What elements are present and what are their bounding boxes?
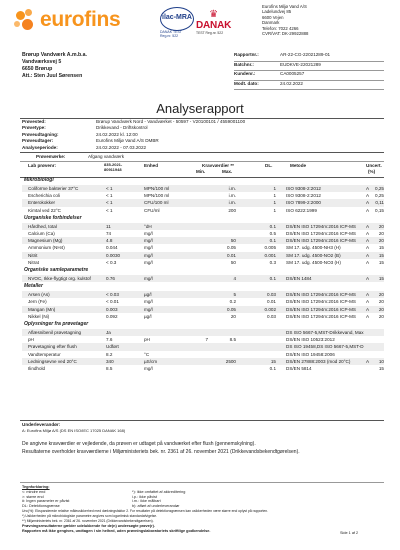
cell-dl: 0.005 xyxy=(264,245,276,251)
eurofins-logo-icon xyxy=(14,9,38,31)
cell-acc: A xyxy=(366,193,370,199)
section-title: Metaller xyxy=(24,283,43,290)
cell-dl: 1 xyxy=(273,207,276,213)
cell-result: Udført xyxy=(106,344,119,350)
cell-unc: 15 xyxy=(378,259,384,265)
cell-acc: A xyxy=(366,259,370,265)
cell-unit: µg/l xyxy=(144,292,152,298)
table-row xyxy=(22,358,384,365)
cell-result: < 1 xyxy=(106,207,113,213)
cell-unc: 15 xyxy=(378,366,384,371)
cell-acc: A xyxy=(366,186,370,191)
subcontractor-note: Underleverandør: A: Eurofins Miljø A/S (DS EN ISO/IEC 17025 DANAK 168) xyxy=(22,422,126,433)
cell-method: SM 17. udg. 4500-NO2 (B) xyxy=(286,252,341,258)
cell-name: Nitrat xyxy=(28,259,39,265)
cell-name: Kimtal ved 22°C xyxy=(28,207,61,213)
eurofins-logo-text: eurofins xyxy=(40,8,121,31)
cell-dl: 0.1 xyxy=(269,276,276,281)
table-row xyxy=(22,199,384,206)
cell-unit: mg/l xyxy=(144,276,153,281)
cell-unit: MPN/100 ml xyxy=(144,186,170,191)
table-row xyxy=(22,259,384,266)
cell-acc: A xyxy=(366,223,370,229)
cell-max: 8.5 xyxy=(229,337,236,343)
cell-name: Ammonium (NH4) xyxy=(28,245,65,251)
cell-dl: 0.1 xyxy=(269,366,276,371)
ilac-mra-logo: ilac-MRA DANAK TEST Reg.nr. 522 xyxy=(160,7,194,34)
cell-method: SM 17. udg. 4500-NO3 (H) xyxy=(286,259,341,265)
cell-dl: 0.1 xyxy=(269,238,276,244)
report-title: Analyserapport xyxy=(156,101,244,116)
cell-acc: A xyxy=(366,207,370,213)
table-row xyxy=(22,329,384,336)
cell-dl: 0.01 xyxy=(267,299,276,305)
cell-result: < 1 xyxy=(106,200,113,206)
cell-max: i.m. xyxy=(228,186,236,191)
cell-max: 0.01 xyxy=(227,252,236,258)
cell-dl: 0.03 xyxy=(267,313,276,319)
cell-max: 0.05 xyxy=(227,245,236,251)
table-row xyxy=(22,230,384,237)
legend-left: <: mindre end >: større end #: Ingen parameter er påvist DL: Detektionsgrænse xyxy=(22,489,70,509)
report-meta: Rapportnr.: AR-22-CG-22021289-01 Batchnr.: EUDKVE-22021289 Kundenr.: CA0005257 Modt. dato: 24.02.2022 xyxy=(234,52,384,90)
cell-unit: mg/l xyxy=(144,306,153,312)
cell-dl: 0.5 xyxy=(269,231,276,236)
cell-unc: 20 xyxy=(378,299,384,305)
table-row xyxy=(22,237,384,244)
cell-method: DS/EN 27888:2003 (mod 20°C) xyxy=(286,358,351,364)
cell-acc: A xyxy=(366,238,370,244)
cell-name: Arsen (As) xyxy=(28,292,50,298)
cell-acc: A xyxy=(366,313,370,319)
cell-name: Coliforme bakterier 37°C xyxy=(28,186,79,191)
cell-method: ISO 9308-2:2012 xyxy=(286,193,321,199)
cell-acc: A xyxy=(366,292,370,298)
cell-unc: 20 xyxy=(378,231,384,236)
cell-result: 8.5 xyxy=(106,366,113,371)
cell-method: DS/EN 5814 xyxy=(286,366,312,371)
cell-method: DS/EN ISO 17294m:2016 ICP-MS xyxy=(286,292,356,298)
cell-unit: mg/l xyxy=(144,366,153,371)
cell-result: 0.092 xyxy=(106,313,118,319)
cell-acc: A xyxy=(366,299,370,305)
cell-name: Mangan (Mn) xyxy=(28,306,56,312)
cell-unc: 0,11 xyxy=(375,200,384,206)
cell-dl: 1 xyxy=(273,200,276,206)
cell-name: Ledningsevne ved 20°C xyxy=(28,358,77,364)
cell-unit: MPN/100 ml xyxy=(144,193,170,199)
table-row xyxy=(22,336,384,343)
cell-method: ISO 9308-2:2012 xyxy=(286,186,321,191)
sample-info: Prøvested: Brørup Vandværk Nord - Vandværket - 50597 - V20100101 / 4559001100 Prøvetype: Drikkevand - Driftskontrol Prøveudtagning: 24.02.2022 kl. 12:00 Prøveudtager: Eurofins Miljø Vand A/S DMBR Analyseperiode: 24.02.2022 - 07.03.2022 xyxy=(22,119,246,150)
section-title: Organiske samleparametre xyxy=(24,267,89,273)
cell-method: DS/EN ISO 17294m:2016 ICP-MS xyxy=(286,299,356,305)
cell-unit: µg/l xyxy=(144,313,152,319)
cell-method: SM 17. udg. 4500-NH3 (H) xyxy=(286,245,341,251)
cell-name: Calcium (Ca) xyxy=(28,231,55,236)
results-table-header: Lab prøvenr: 835-2021- 80911948 Enhed Kravværdier ** Min. Max. DL. Metode Uncert. (%) xyxy=(28,162,382,174)
cell-unit: mg/l xyxy=(144,231,153,236)
cell-unc: 15 xyxy=(378,276,384,281)
table-row xyxy=(22,192,384,199)
cell-max: 5 xyxy=(233,292,236,298)
report-notes: De angivne kravværdier er vejledende, da prøven er udtaget på vandværket efter flush (gennemskylning). Resultaterne overholder kravværdierne i Miljøministeriets bek. nr. 2361 af 26. november 2021 (Drikkevandsbekendtgørelsen). xyxy=(22,441,300,455)
cell-dl: 0.3 xyxy=(269,259,276,265)
cell-method: ISO 7899-2:2000 xyxy=(286,200,321,206)
cell-acc: A xyxy=(366,245,370,251)
table-row xyxy=(22,275,384,282)
cell-max: 200 xyxy=(228,207,236,213)
cell-method: DS/EN 1484 xyxy=(286,276,312,281)
cell-method: DS/EN ISO 19458:2006 xyxy=(286,351,335,357)
table-row xyxy=(22,298,384,305)
cell-unc: 20 xyxy=(378,238,384,244)
section-title: Uorganiske forbindelser xyxy=(24,214,82,221)
eurofins-logo xyxy=(14,8,120,32)
section-title: Mikrobiologi xyxy=(24,177,54,183)
table-row xyxy=(22,252,384,259)
cell-unit: mg/l xyxy=(144,299,153,305)
cell-dl: 0.03 xyxy=(267,292,276,298)
table-row xyxy=(22,291,384,298)
table-row xyxy=(22,313,384,320)
cell-unit: mg/l xyxy=(144,238,153,244)
cell-name: pH xyxy=(28,337,34,343)
cell-acc: A xyxy=(366,231,370,236)
cell-max: i.m. xyxy=(228,200,236,206)
table-row xyxy=(22,185,384,192)
cell-max: 0.05 xyxy=(227,306,236,312)
cell-method: DS/EN ISO 17294m:2016 ICP-MS xyxy=(286,231,356,236)
cell-name: Ilindhold xyxy=(28,366,46,371)
cell-name: NVOC, Ikke-flygtigt org. kulstof xyxy=(28,276,91,281)
cell-unc: 10 xyxy=(378,358,384,364)
cell-result: < 1 xyxy=(106,186,113,191)
cell-unit: CFU/ml xyxy=(144,207,160,213)
cell-result: 8.2 xyxy=(106,351,113,357)
cell-result: 0.76 xyxy=(106,276,115,281)
cell-unc: 0,25 xyxy=(375,186,384,191)
cell-unc: 15 xyxy=(378,252,384,258)
cell-method: DS/EN ISO 10523:2012 xyxy=(286,337,335,343)
crown-icon: ♛ xyxy=(209,9,219,20)
cell-max: 50 xyxy=(230,259,236,265)
cell-unc: 20 xyxy=(378,223,384,229)
cell-unit: mg/l xyxy=(144,252,153,258)
cell-dl: 1 xyxy=(273,193,276,199)
cell-unc: 0,15 xyxy=(375,207,384,213)
cell-dl: 0.001 xyxy=(264,252,276,258)
cell-method: ISO 6222:1999 xyxy=(286,207,317,213)
cell-max: 4 xyxy=(233,276,236,281)
table-row xyxy=(22,244,384,251)
cell-unc: 15 xyxy=(378,245,384,251)
cell-name: Nikkel (Ni) xyxy=(28,313,50,319)
cell-method: DS/EN ISO 17294m:2016 ICP-MS xyxy=(286,313,356,319)
cell-result: 0.044 xyxy=(106,245,118,251)
cell-method: DS/EN ISO 17294m:2016 ICP-MS xyxy=(286,238,356,244)
cell-unit: pH xyxy=(144,337,150,343)
cell-max: 0.2 xyxy=(229,299,236,305)
cell-dl: 0.002 xyxy=(264,306,276,312)
cell-max: 20 xyxy=(230,313,236,319)
cell-result: 0.003 xyxy=(106,306,118,312)
cell-result: 11 xyxy=(106,223,111,229)
page-number: Side 1 af 2 xyxy=(340,531,359,535)
cell-name: Aflæsnibenil prøvetagning xyxy=(28,330,82,335)
cell-result: 340 xyxy=(106,358,114,364)
cell-unc: 20 xyxy=(378,306,384,312)
cell-dl: 15 xyxy=(270,358,276,364)
cell-name: Magnesium (Mg) xyxy=(28,238,63,244)
cell-acc: A xyxy=(366,276,370,281)
cell-result: < 1 xyxy=(106,193,113,199)
cell-result: 0.0030 xyxy=(106,252,121,258)
cell-dl: 1 xyxy=(273,186,276,191)
cell-name: Nitrit xyxy=(28,252,38,258)
cell-acc: A xyxy=(366,252,370,258)
cell-result: < 0.01 xyxy=(106,299,119,305)
cell-name: Prøvetagning efter flush xyxy=(28,344,77,350)
cell-max: i.m. xyxy=(228,193,236,199)
cell-max: 2500 xyxy=(225,358,236,364)
cell-result: < 0.03 xyxy=(106,292,119,298)
customer-address: Brørup Vandværk A.m.b.a. Vandværksvej 5 6650 Brørup Att.: Sten Juul Sørensen xyxy=(22,52,87,79)
cell-name: Hårdhed, total xyxy=(28,223,57,229)
cell-method: DS/EN ISO 17294m:2016 ICP-MS xyxy=(286,306,356,312)
cell-method: DS ISO 19458,DS ISO 5667-5,MST-D xyxy=(286,344,364,350)
cell-unit: °C xyxy=(144,351,150,357)
cell-result: 4.8 xyxy=(106,238,113,244)
cell-dl: 0.1 xyxy=(269,223,276,229)
cell-unc: 0,25 xyxy=(375,193,384,199)
cell-name: Escherichia coli xyxy=(28,193,60,199)
cell-acc: A xyxy=(366,358,370,364)
cell-min: 7 xyxy=(205,337,208,343)
cell-acc: A xyxy=(366,200,370,206)
cell-unc: 20 xyxy=(378,313,384,319)
table-row xyxy=(22,351,384,358)
table-row xyxy=(22,365,384,372)
table-row xyxy=(22,223,384,230)
cell-unit: CFU/100 ml xyxy=(144,200,169,206)
lab-address: Eurofins Miljø Vand A/S Ladelundvej 85 6600 Vejen Danmark Telefon: 7022 4266 CVR/VAT: DK-29922888 xyxy=(262,4,309,37)
table-row xyxy=(22,207,384,214)
table-row xyxy=(22,343,384,350)
cell-name: Vandtemperatur xyxy=(28,351,61,357)
cell-unit: mg/l xyxy=(144,245,153,251)
cell-name: Jern (Fe) xyxy=(28,299,47,305)
legend-right: *): ikke omfattet af akkreditering i.p.: ikke påvist i.m.: ikke målbart b): afført af underleverandør xyxy=(132,489,186,509)
cell-result: Ja xyxy=(106,330,111,335)
cell-result: 7.6 xyxy=(106,337,113,343)
cell-method: DS ISO 5667-5,MST-Drikkevand, Max xyxy=(286,330,364,335)
table-row xyxy=(22,306,384,313)
footer: Tegnforklaring: <: mindre end >: større end #: Ingen parameter er påvist DL: Detektionsgrænse *): ikke omfattet af akkreditering i.p.: ikke påvist i.m.: ikke målbart b): afført af underleverandør Unc(%): Ekspanderede relative måleusikkerhed med dækningsfaktor 2. For resultater på detektionsgrænsen kan usikkerheden være større end oplyst på rapporten. *) Usikkerheden på mikrobiologiske parametre angives som logaritmisk standardafvigelse. **) Miljøministeriets bek. nr. 2361 af 26. november 2021 (Drikkevandsbekendtgørelsen). Prøvningsresultaterne gælder udelukkende for de(n) undersøgte prøve(r). Rapporten må ikke gengives, undtagen i sin helhed, uden prøvningslaboratoriets skriftlige godkendelse. xyxy=(22,485,269,534)
sample-marking: Prøvemærke: Afgang vandværk xyxy=(36,154,125,159)
cell-result: 74 xyxy=(106,231,112,236)
cell-unit: mg/l xyxy=(144,259,153,265)
cell-max: 50 xyxy=(230,238,236,244)
cell-result: < 0.3 xyxy=(106,259,117,265)
cell-unit: µS/cm xyxy=(144,358,158,364)
danak-logo: ♛ DANAK TEST Reg.nr. 522 xyxy=(196,9,232,35)
cell-acc: A xyxy=(366,306,370,312)
cell-method: DS/EN ISO 17294m:2016 ICP-MS xyxy=(286,223,356,229)
section-title: Oplysninger fra prøvetager xyxy=(24,321,89,327)
cell-unc: 20 xyxy=(378,292,384,298)
cell-unit: °dH xyxy=(144,223,152,229)
cell-name: Enterokokker xyxy=(28,200,56,206)
